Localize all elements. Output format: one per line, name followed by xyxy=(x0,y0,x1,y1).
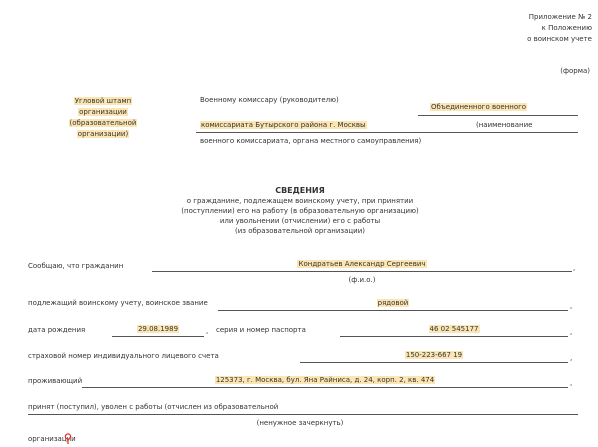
address-underline xyxy=(82,387,568,388)
title-line-3: или увольнении (отчислении) его с работы xyxy=(219,217,381,225)
status-label: принят (поступил), уволен с работы (отчислен из образовательной xyxy=(28,403,279,411)
passport-value: 46 02 545177 xyxy=(429,325,479,333)
form-label: (форма) xyxy=(560,67,590,75)
citizen-underline xyxy=(152,271,572,272)
addressee-value-2: комиссариата Бутырского района г. Москвы xyxy=(201,121,366,129)
rank-underline xyxy=(218,310,568,311)
snils-label: страховой номер индивидуального лицевого счета xyxy=(28,352,219,360)
naming-label-cont: военного комиссариата, органа местного самоуправления) xyxy=(200,137,422,145)
corner-stamp xyxy=(62,96,144,140)
addressee-underline-1 xyxy=(418,115,578,116)
stamp-line-3: (образовательной xyxy=(69,119,137,127)
document-title xyxy=(170,186,430,236)
stamp-line-1: Угловой штамп xyxy=(74,97,132,105)
naming-label: (наименование xyxy=(476,121,533,129)
rank-label: подлежащий воинскому учету, воинское звание xyxy=(28,299,208,307)
title-line-1: о гражданине, подлежащем воинскому учету, при принятии xyxy=(186,197,414,205)
address-value: 125373, г. Москва, бул. Яна Райниса, д. 24, корп. 2, кв. 474 xyxy=(215,376,435,384)
appendix-regulation: к Положению xyxy=(541,24,592,32)
citizen-value: Кондратьев Александр Сергеевич xyxy=(298,260,426,268)
citizen-caption: (ф.и.о.) xyxy=(348,276,376,284)
birth-comma: , xyxy=(206,327,209,335)
stamp-line-4: организации) xyxy=(77,130,129,138)
marker-pin-icon xyxy=(64,433,72,445)
passport-label: серия и номер паспорта xyxy=(216,326,306,334)
snils-value: 150-223-667 19 xyxy=(405,351,463,359)
title-heading: СВЕДЕНИЯ xyxy=(275,186,325,195)
address-comma: , xyxy=(570,379,573,387)
addressee-label: Военному комиссару (руководителю) xyxy=(200,96,339,104)
addressee-value-1: Объединенного военного xyxy=(431,103,527,111)
snils-comma: , xyxy=(570,354,573,362)
title-line-4: (из образовательной организации) xyxy=(234,227,366,235)
title-line-2: (поступлении) его на работу (в образовательную организацию) xyxy=(181,207,419,215)
passport-underline xyxy=(340,336,568,337)
status-underline xyxy=(28,414,578,415)
birth-underline xyxy=(112,336,204,337)
status-caption: (ненужное зачеркнуть) xyxy=(256,419,344,427)
passport-comma: , xyxy=(570,328,573,336)
org-label: организации xyxy=(28,435,76,443)
appendix-number: Приложение № 2 xyxy=(528,13,592,21)
birth-value: 29.08.1989 xyxy=(137,325,179,333)
appendix-header xyxy=(527,12,592,45)
appendix-subject: о воинском учете xyxy=(527,35,592,43)
address-label: проживающий xyxy=(28,377,83,385)
rank-value: рядовой xyxy=(377,299,409,307)
snils-underline xyxy=(300,362,568,363)
birth-label: дата рождения xyxy=(28,326,86,334)
rank-comma: , xyxy=(570,302,573,310)
citizen-comma: , xyxy=(573,264,576,272)
citizen-label: Сообщаю, что гражданин xyxy=(28,262,124,270)
stamp-line-2: организации xyxy=(79,108,127,116)
addressee-underline-2 xyxy=(196,132,578,133)
